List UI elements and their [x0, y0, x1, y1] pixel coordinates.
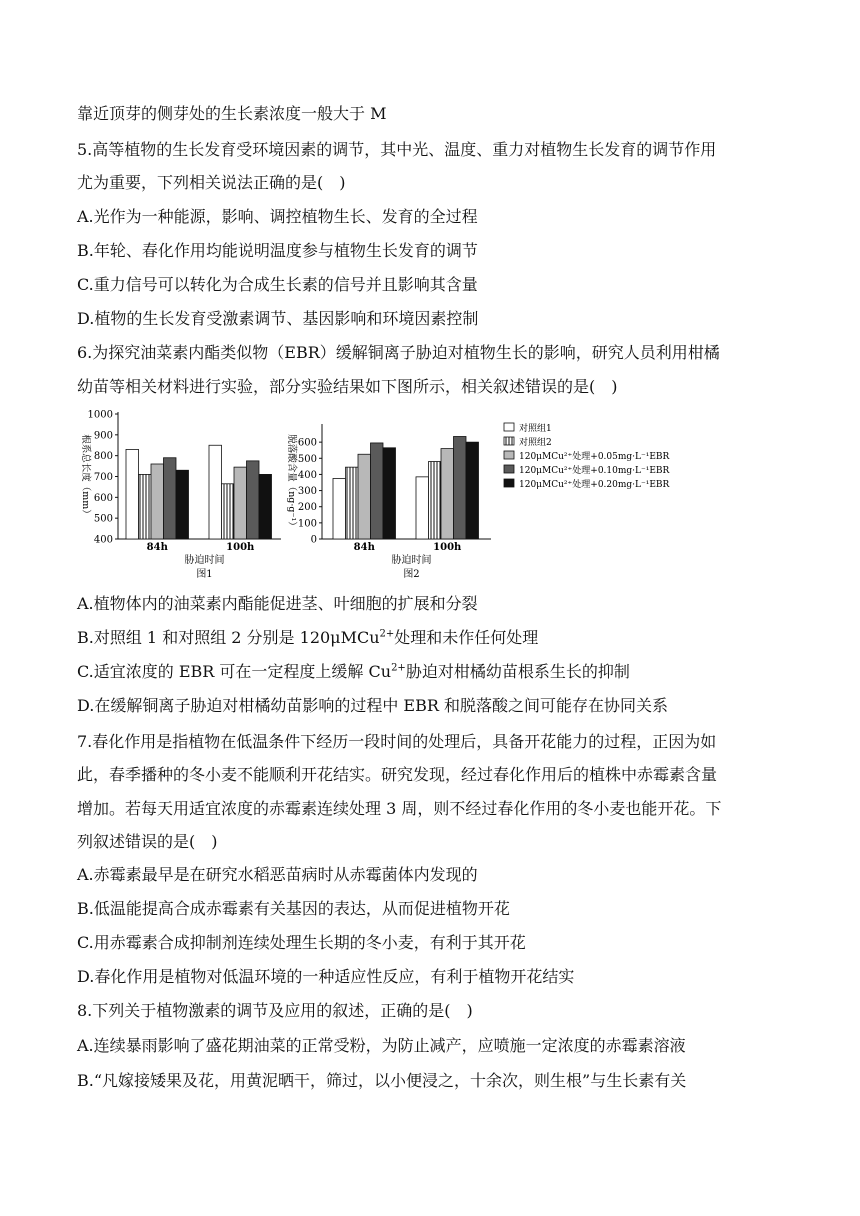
- bar: [164, 458, 177, 539]
- legend-swatch: [504, 437, 514, 445]
- y-tick-label: 600: [93, 492, 113, 504]
- bar: [176, 470, 189, 539]
- question-5-option-c: C.重力信号可以转化为合成生长素的信号并且影响其含量: [77, 275, 478, 294]
- chart-1: [80, 410, 281, 581]
- question-5-option-a: A.光作为一种能源，影响、调控植物生长、发育的全过程: [77, 207, 478, 226]
- chart-title: 图2: [403, 569, 420, 580]
- legend-swatch: [504, 479, 514, 487]
- bar: [333, 478, 346, 539]
- question-6-option-d: D.在缓解铜离子胁迫对柑橘幼苗影响的过程中 EBR 和脱落酸之间可能存在协同关系: [77, 696, 669, 715]
- bar: [358, 454, 371, 539]
- option-b-text: B.对照组 1 和对照组 2 分别是 120μMCu: [77, 628, 380, 647]
- question-6-stem-cont: 幼苗等相关材料进行实验，部分实验结果如下图所示，相关叙述错误的是( ): [77, 377, 618, 396]
- y-tick-label: 500: [93, 513, 113, 525]
- bar: [209, 445, 222, 539]
- option-c-text: C.适宜浓度的 EBR 可在一定程度上缓解 Cu: [77, 662, 392, 681]
- y-tick-label: 0: [310, 534, 317, 546]
- question-5-stem: 5.高等植物的生长发育受环境因素的调节，其中光、温度、重力对植物生长发育的调节作用: [77, 140, 717, 159]
- y-tick-label: 200: [297, 502, 317, 514]
- question-8-option-a: A.连续暴雨影响了盛花期油菜的正常受粉，为防止减产，应喷施一定浓度的赤霉素溶液: [77, 1036, 686, 1055]
- y-tick-label: 400: [93, 534, 113, 546]
- bar: [371, 443, 384, 539]
- y-tick-label: 100: [297, 518, 317, 530]
- x-axis-title: 胁迫时间: [391, 555, 432, 566]
- option-c-text-end: 胁迫对柑橘幼苗根系生长的抑制: [405, 662, 630, 681]
- question-6-option-c: [77, 662, 630, 682]
- bar: [466, 442, 479, 539]
- legend-label: 120μMCu²⁺处理+0.05mg·L⁻¹EBR: [519, 452, 670, 462]
- x-tick-label: 100h: [433, 542, 462, 553]
- question-5-option-b: B.年轮、春化作用均能说明温度参与植物生长发育的调节: [77, 241, 478, 260]
- y-axis-title: 脱落酸含量（ng·g⁻¹）: [286, 434, 297, 531]
- bar: [139, 474, 152, 539]
- y-tick-label: 300: [297, 486, 317, 498]
- legend-label: 120μMCu²⁺处理+0.20mg·L⁻¹EBR: [519, 480, 670, 490]
- question-7-stem: 7.春化作用是指植物在低温条件下经历一段时间的处理后，具备开花能力的过程，正因为如: [77, 732, 717, 751]
- y-tick-label: 900: [93, 430, 113, 442]
- question-7-option-a: A.赤霉素最早是在研究水稻恶苗病时从赤霉菌体内发现的: [77, 865, 478, 884]
- chart-title: 图1: [196, 569, 213, 580]
- legend-label: 对照组2: [519, 438, 552, 448]
- question-5-option-d: D.植物的生长发育受激素调节、基因影响和环境因素控制: [77, 309, 479, 328]
- chart-legend: [504, 422, 670, 490]
- legend-label: 120μMCu²⁺处理+0.10mg·L⁻¹EBR: [519, 466, 670, 476]
- legend-label: 对照组1: [519, 424, 552, 434]
- bar: [346, 467, 359, 539]
- bar: [416, 477, 429, 539]
- bar: [383, 448, 396, 539]
- legend-swatch: [504, 423, 514, 431]
- y-tick-label: 400: [297, 469, 317, 481]
- x-tick-label: 84h: [353, 542, 375, 553]
- question-5-stem-cont: 尤为重要，下列相关说法正确的是( ): [77, 173, 346, 192]
- chart-2: [286, 424, 491, 580]
- y-tick-label: 1000: [87, 409, 113, 421]
- y-axis-title: 根系总长度（mm）: [80, 434, 91, 519]
- bar: [126, 449, 139, 539]
- bar: [247, 461, 260, 539]
- x-tick-label: 84h: [146, 542, 168, 553]
- question-7-option-c: C.用赤霉素合成抑制剂连续处理生长期的冬小麦，有利于其开花: [77, 933, 526, 952]
- legend-swatch: [504, 451, 514, 459]
- question-8-option-b: B.“凡嫁接矮果及花，用黄泥晒干，筛过，以小便浸之，十余次，则生根”与生长素有关: [77, 1071, 687, 1090]
- bar: [222, 484, 235, 539]
- y-tick-label: 800: [93, 451, 113, 463]
- option-b-text-end: 处理和未作任何处理: [394, 628, 539, 647]
- superscript: 2+: [391, 662, 406, 674]
- question-7-stem-cont: 列叙述错误的是( ): [77, 832, 218, 851]
- x-axis-title: 胁迫时间: [184, 555, 225, 566]
- y-tick-label: 700: [93, 472, 113, 483]
- question-7-option-d: D.春化作用是植物对低温环境的一种适应性反应，有利于植物开花结实: [77, 967, 575, 986]
- bar: [441, 449, 454, 539]
- superscript: 2+: [379, 628, 395, 640]
- question-6-option-b: [77, 628, 538, 648]
- experiment-figure: [76, 404, 686, 584]
- y-tick-label: 500: [297, 453, 317, 465]
- question-8-stem: 8.下列关于植物激素的调节及应用的叙述，正确的是( ): [77, 1001, 473, 1020]
- bar: [429, 462, 442, 539]
- x-tick-label: 100h: [226, 542, 255, 553]
- question-7-stem-cont: 增加。若每天用适宜浓度的赤霉素连续处理 3 周，则不经过春化作用的冬小麦也能开花。下: [77, 799, 722, 818]
- question-7-option-b: B.低温能提高合成赤霉素有关基因的表达，从而促进植物开花: [77, 899, 510, 918]
- question-6-stem: 6.为探究油菜素内酯类似物（EBR）缓解铜离子胁迫对植物生长的影响，研究人员利用柑橘: [77, 343, 720, 362]
- bar: [234, 467, 247, 539]
- bar-charts: [76, 404, 686, 584]
- bar: [259, 474, 272, 539]
- bar: [454, 436, 467, 539]
- question-7-stem-cont: 此，春季播种的冬小麦不能顺利开花结实。研究发现，经过春化作用后的植株中赤霉素含量: [77, 765, 718, 784]
- legend-swatch: [504, 465, 514, 473]
- y-tick-label: 600: [297, 437, 317, 449]
- bar: [151, 464, 164, 539]
- question-6-option-a: A.植物体内的油菜素内酯能促进茎、叶细胞的扩展和分裂: [77, 594, 478, 613]
- text-line: 靠近顶芽的侧芽处的生长素浓度一般大于 M: [77, 104, 387, 123]
